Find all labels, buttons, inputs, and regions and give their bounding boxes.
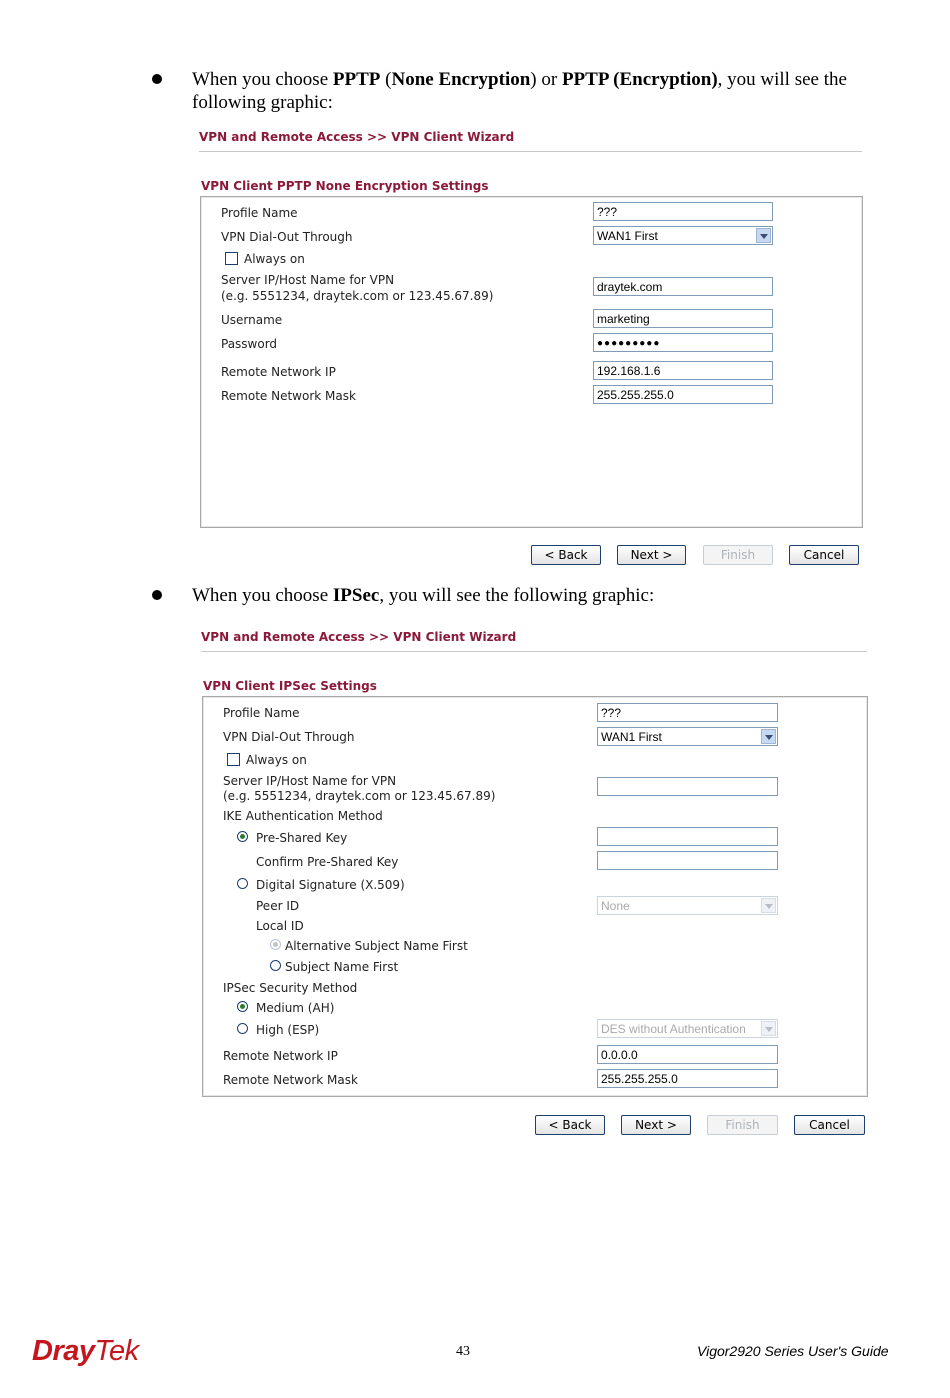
dialout-value: WAN1 First <box>597 229 658 243</box>
medium-radio[interactable] <box>237 1001 248 1012</box>
breadcrumb[interactable]: VPN and Remote Access >> VPN Client Wizard <box>199 130 515 144</box>
section-title: VPN Client IPSec Settings <box>203 679 377 693</box>
digital-sig-label: Digital Signature (X.509) <box>256 878 405 892</box>
dialout-select[interactable] <box>597 727 778 746</box>
peer-id-value: None <box>601 899 630 913</box>
dialout-label: VPN Dial-Out Through <box>221 230 353 244</box>
bullet-icon <box>152 74 162 84</box>
server-input[interactable] <box>597 777 778 796</box>
dialout-select[interactable] <box>593 226 773 245</box>
back-button[interactable]: < Back <box>535 1115 605 1135</box>
server-example-label: (e.g. 5551234, draytek.com or 123.45.67.89) <box>223 789 496 803</box>
alt-subject-label: Alternative Subject Name First <box>285 939 468 953</box>
next-button[interactable]: Next > <box>617 545 686 565</box>
page-number: 43 <box>456 1344 470 1359</box>
profile-name-label: Profile Name <box>223 706 300 720</box>
server-input[interactable]: draytek.com <box>593 277 773 296</box>
draytek-logo: DrayTek <box>32 1335 139 1367</box>
finish-button[interactable]: Finish <box>703 545 773 565</box>
psk-radio[interactable] <box>237 831 248 842</box>
dialout-label: VPN Dial-Out Through <box>223 730 355 744</box>
remote-mask-input[interactable]: 255.255.255.0 <box>597 1069 778 1088</box>
bullet-text-2: When you choose IPSec, you will see the following graphic: <box>192 585 655 606</box>
remote-mask-label: Remote Network Mask <box>221 389 356 403</box>
next-button[interactable]: Next > <box>621 1115 691 1135</box>
high-radio[interactable] <box>237 1023 248 1034</box>
guide-title: Vigor2920 Series User's Guide <box>697 1343 889 1359</box>
back-button[interactable]: < Back <box>531 545 601 565</box>
always-on-checkbox[interactable] <box>225 252 238 265</box>
remote-ip-input[interactable]: 0.0.0.0 <box>597 1045 778 1064</box>
remote-mask-input[interactable]: 255.255.255.0 <box>593 385 773 404</box>
cancel-button[interactable]: Cancel <box>789 545 859 565</box>
high-method-select[interactable] <box>597 1019 778 1038</box>
high-method-value: DES without Authentication <box>601 1022 746 1036</box>
profile-name-label: Profile Name <box>221 206 298 220</box>
confirm-psk-input[interactable] <box>597 851 778 870</box>
dialout-value: WAN1 First <box>601 730 662 744</box>
remote-ip-label: Remote Network IP <box>223 1049 338 1063</box>
remote-ip-input[interactable]: 192.168.1.6 <box>593 361 773 380</box>
server-label: Server IP/Host Name for VPN <box>221 273 395 287</box>
alt-subject-radio[interactable] <box>270 939 281 950</box>
digital-sig-radio[interactable] <box>237 878 248 889</box>
always-on-label: Always on <box>246 753 307 767</box>
bullet-text-1: When you choose PPTP (None Encryption) or PPTP (Encryption), you will see the following graphic: <box>192 69 847 113</box>
psk-label: Pre-Shared Key <box>256 831 348 845</box>
chevron-down-icon[interactable] <box>761 898 776 913</box>
bullet-icon <box>152 590 162 600</box>
chevron-down-icon[interactable] <box>761 1021 776 1036</box>
confirm-psk-label: Confirm Pre-Shared Key <box>256 855 399 869</box>
always-on-label: Always on <box>244 252 305 266</box>
password-input[interactable]: ●●●●●●●●● <box>593 333 773 352</box>
server-label: Server IP/Host Name for VPN <box>223 774 397 788</box>
divider <box>199 151 862 152</box>
breadcrumb[interactable]: VPN and Remote Access >> VPN Client Wizard <box>201 630 517 644</box>
peer-id-select[interactable] <box>597 896 778 915</box>
ike-label: IKE Authentication Method <box>223 809 383 823</box>
remote-ip-label: Remote Network IP <box>221 365 336 379</box>
username-label: Username <box>221 313 283 327</box>
psk-input[interactable] <box>597 827 778 846</box>
ipsec-method-label: IPSec Security Method <box>223 981 358 995</box>
subject-label: Subject Name First <box>285 960 399 974</box>
server-example-label: (e.g. 5551234, draytek.com or 123.45.67.89) <box>221 289 494 303</box>
username-input[interactable]: marketing <box>593 309 773 328</box>
finish-button[interactable]: Finish <box>707 1115 778 1135</box>
medium-label: Medium (AH) <box>256 1001 335 1015</box>
profile-name-input[interactable]: ??? <box>593 202 773 221</box>
chevron-down-icon[interactable] <box>761 729 776 744</box>
password-label: Password <box>221 337 278 351</box>
cancel-button[interactable]: Cancel <box>794 1115 865 1135</box>
divider <box>201 651 867 652</box>
local-id-label: Local ID <box>256 919 304 933</box>
profile-name-input[interactable]: ??? <box>597 703 778 722</box>
peer-id-label: Peer ID <box>256 899 300 913</box>
always-on-checkbox[interactable] <box>227 753 240 766</box>
section-title: VPN Client PPTP None Encryption Settings <box>201 179 489 193</box>
chevron-down-icon[interactable] <box>756 228 771 243</box>
subject-radio[interactable] <box>270 960 281 971</box>
high-label: High (ESP) <box>256 1023 320 1037</box>
remote-mask-label: Remote Network Mask <box>223 1073 358 1087</box>
